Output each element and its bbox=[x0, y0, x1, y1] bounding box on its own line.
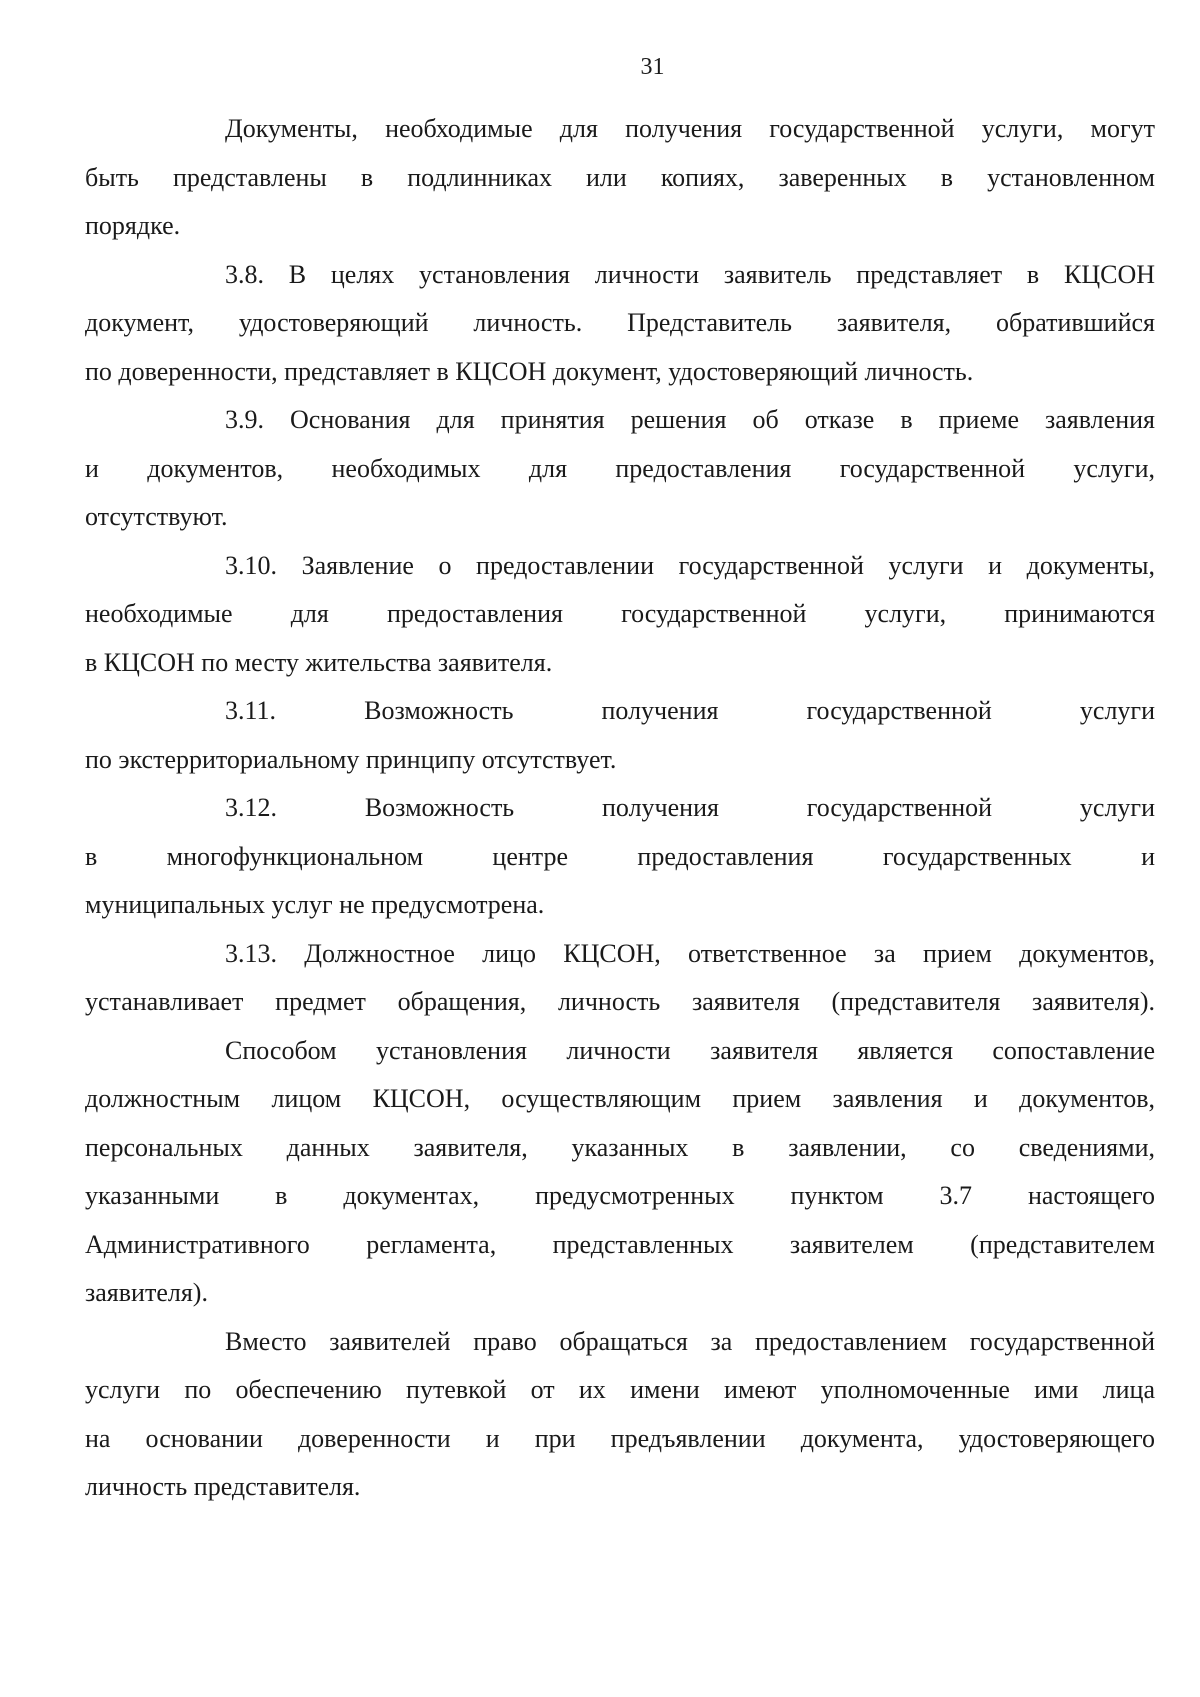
text-line: по доверенности, представляет в КЦСОН документ, удостоверяющий личность. bbox=[85, 356, 974, 386]
text-line: 3.10. Заявление о предоставлении государственной услуги и документы, bbox=[225, 550, 1155, 580]
text-line: 3.13. Должностное лицо КЦСОН, ответственное за прием документов, bbox=[225, 938, 1155, 968]
text-line: Документы, необходимые для получения государственной услуги, могут bbox=[225, 114, 1155, 143]
page-number: 31 bbox=[640, 54, 665, 80]
text-line: Вместо заявителей право обращаться за предоставлением государственной bbox=[225, 1326, 1155, 1356]
text-line: Административного регламента, представленных заявителем (представителем bbox=[85, 1229, 1155, 1259]
paragraph-3-11 bbox=[85, 687, 1155, 784]
paragraph-3-8 bbox=[85, 251, 1155, 397]
text-line: услуги по обеспечению путевкой от их имени имеют уполномоченные ими лица bbox=[85, 1375, 1155, 1404]
text-line: 3.12. Возможность получения государственной услуги bbox=[225, 793, 1155, 822]
text-line: 3.8. В целях установления личности заявитель представляет в КЦСОН bbox=[225, 259, 1155, 289]
text-line: персональных данных заявителя, указанных в заявлении, со сведениями, bbox=[85, 1132, 1155, 1162]
paragraph-documents-originals bbox=[85, 105, 1155, 251]
text-line: Способом установления личности заявителя является сопоставление bbox=[225, 1035, 1155, 1065]
text-line: по экстерриториальному принципу отсутствует. bbox=[85, 744, 617, 774]
text-line: необходимые для предоставления государственной услуги, принимаются bbox=[85, 599, 1155, 628]
text-line: указанными в документах, предусмотренных пунктом 3.7 настоящего bbox=[85, 1181, 1155, 1210]
paragraph-identification-method bbox=[85, 1027, 1155, 1318]
text-line: устанавливает предмет обращения, личность заявителя (представителя заявителя). bbox=[85, 987, 1155, 1016]
text-line: в КЦСОН по месту жительства заявителя. bbox=[85, 647, 553, 677]
text-line: 3.9. Основания для принятия решения об отказе в приеме заявления bbox=[225, 405, 1155, 434]
paragraph-3-13 bbox=[85, 930, 1155, 1027]
text-line: заявителя). bbox=[85, 1278, 208, 1307]
paragraph-authorized-representatives bbox=[85, 1318, 1155, 1512]
text-line: 3.11. Возможность получения государственной услуги bbox=[225, 696, 1155, 725]
text-line: на основании доверенности и при предъявлении документа, удостоверяющего bbox=[85, 1423, 1155, 1453]
paragraph-3-12 bbox=[85, 784, 1155, 930]
text-line: в многофункциональном центре предоставления государственных и bbox=[85, 841, 1155, 871]
text-line: быть представлены в подлинниках или копиях, заверенных в установленном bbox=[85, 162, 1155, 192]
text-line: порядке. bbox=[85, 211, 181, 240]
text-line: и документов, необходимых для предоставления государственной услуги, bbox=[85, 453, 1155, 483]
text-line: личность представителя. bbox=[85, 1472, 361, 1501]
text-line: отсутствуют. bbox=[85, 502, 228, 531]
text-line: должностным лицом КЦСОН, осуществляющим прием заявления и документов, bbox=[85, 1084, 1155, 1113]
paragraph-3-9 bbox=[85, 396, 1155, 542]
document-body bbox=[85, 105, 1155, 1512]
text-line: документ, удостоверяющий личность. Представитель заявителя, обратившийся bbox=[85, 308, 1155, 337]
paragraph-3-10 bbox=[85, 542, 1155, 688]
text-line: муниципальных услуг не предусмотрена. bbox=[85, 890, 545, 919]
